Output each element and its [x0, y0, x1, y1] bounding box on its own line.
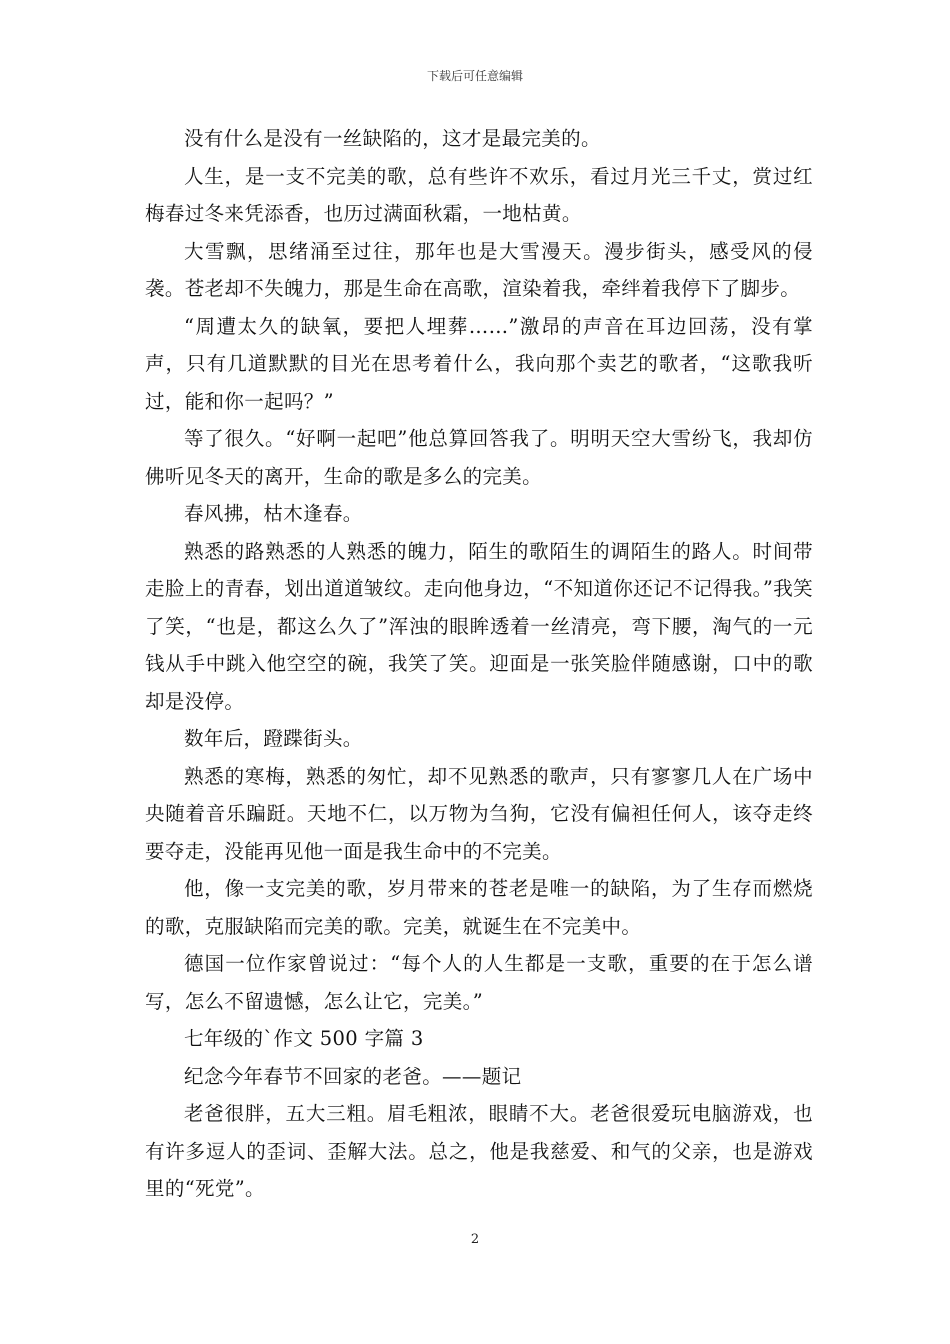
paragraph: 熟悉的寒梅，熟悉的匆忙，却不见熟悉的歌声，只有寥寥几人在广场中央随着音乐蹁跹。天地不仁，以万物为刍狗，它没有偏袒任何人，该夺走终要夺走，没能再见他一面是我生命中的不完美。: [145, 764, 813, 863]
paragraph: 老爸很胖，五大三粗。眉毛粗浓，眼睛不大。老爸很爱玩电脑游戏，也有许多逗人的歪词、歪解大法。总之，他是我慈爱、和气的父亲，也是游戏里的“死党”。: [145, 1102, 813, 1200]
paragraph: 数年后，蹬蹀街头。: [184, 727, 363, 750]
paragraph: 没有什么是没有一丝缺陷的，这才是最完美的。: [184, 127, 601, 150]
paragraph: 熟悉的路熟悉的人熟悉的魄力，陌生的歌陌生的调陌生的路人。时间带走脸上的青春，划出道道皱纹。走向他身边，“不知道你还记不记得我。”我笑了笑，“也是，都这么久了”浑浊的眼眸透着一丝清亮，弯下腰，淘气的一元钱从手中跳入他空空的碗，我笑了笑。迎面是一张笑脸伴随感谢，口中的歌却是没停。: [145, 539, 813, 713]
paragraph: 等了很久。“好啊一起吧”他总算回答我了。明明天空大雪纷飞，我却仿佛听见冬天的离开，生命的歌是多么的完美。: [145, 427, 813, 488]
document-body: [145, 120, 813, 1208]
paragraph: 大雪飘，思绪涌至过往，那年也是大雪漫天。漫步街头，感受风的侵袭。苍老却不失魄力，那是生命在高歌，渲染着我，牵绊着我停下了脚步。: [145, 239, 813, 300]
section-heading: 七年级的`作文 500 字篇 3: [184, 1027, 424, 1050]
page-number: 2: [470, 1232, 480, 1247]
epigraph: 纪念今年春节不回家的老爸。——题记: [184, 1064, 522, 1088]
paragraph: 春风拂，枯木逢春。: [184, 502, 363, 525]
paragraph: 人生，是一支不完美的歌，总有些许不欢乐，看过月光三千丈，赏过红梅春过冬来凭添香，也历过满面秋霜，一地枯黄。: [145, 164, 813, 225]
page-header: 下载后可任意编辑: [426, 69, 523, 83]
paragraph: “周遭太久的缺氧，要把人埋葬……”激昂的声音在耳边回荡，没有掌声，只有几道默默的目光在思考着什么，我向那个卖艺的歌者，“这歌我听过，能和你一起吗？”: [145, 314, 813, 413]
paragraph: 他，像一支完美的歌，岁月带来的苍老是唯一的缺陷，为了生存而燃烧的歌，克服缺陷而完美的歌。完美，就诞生在不完美中。: [145, 877, 813, 938]
paragraph: 德国一位作家曾说过：“每个人的人生都是一支歌，重要的在于怎么谱写，怎么不留遗憾，怎么让它，完美。”: [145, 952, 813, 1013]
